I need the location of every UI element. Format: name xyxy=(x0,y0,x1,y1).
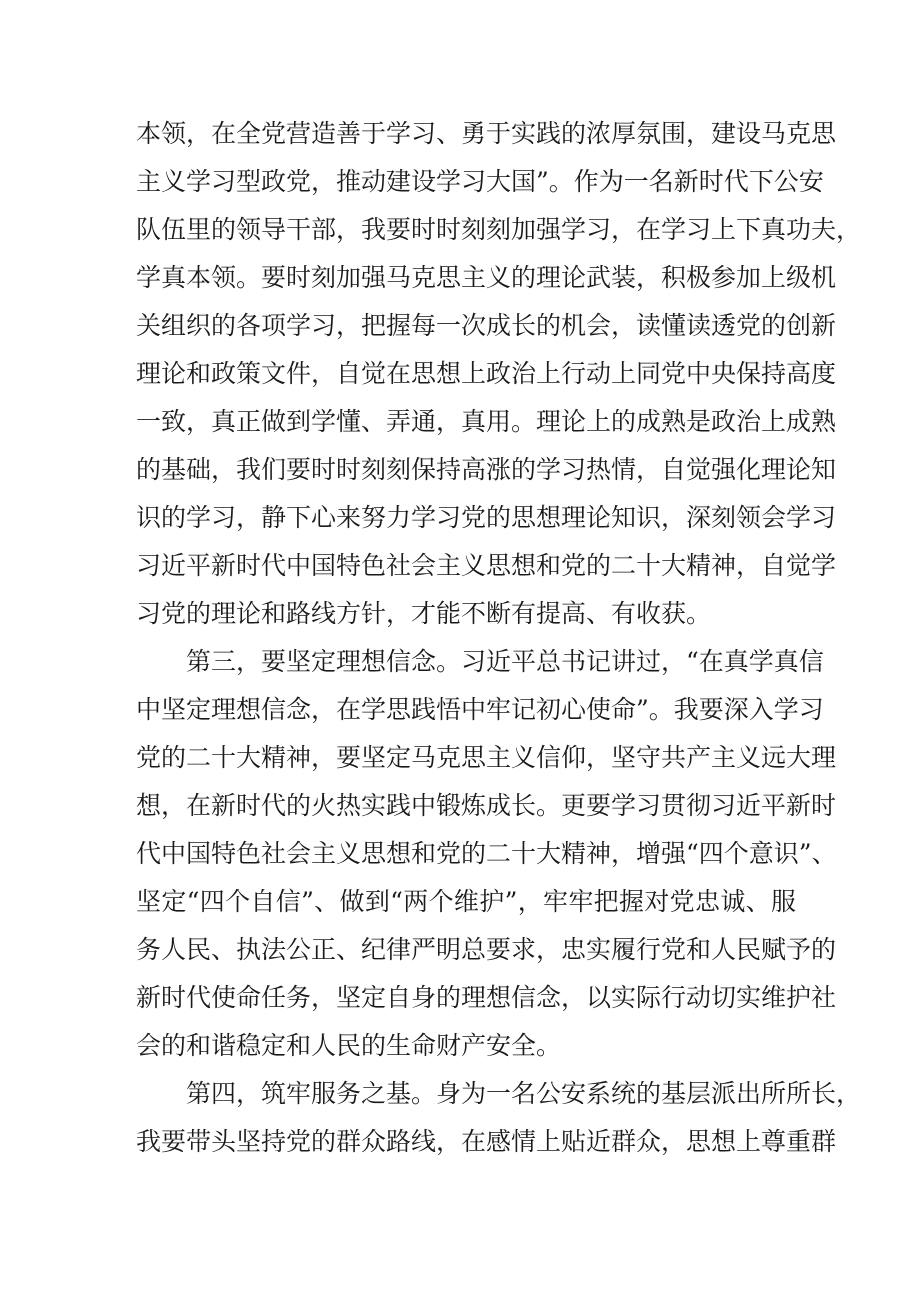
paragraph-start-line: 第四，筑牢服务之基。身为一名公安系统的基层派出所所长， xyxy=(186,1079,862,1108)
text-line: 习党的理论和路线方针，才能不断有提高、有收获。 xyxy=(136,599,712,628)
text-line: 党的二十大精神，要坚定马克思主义信仰，坚守共产主义远大理 xyxy=(136,743,837,772)
text-line: 会的和谐稳定和人民的生命财产安全。 xyxy=(136,1031,562,1060)
text-line: 习近平新时代中国特色社会主义思想和党的二十大精神，自觉学 xyxy=(136,551,837,580)
text-line: 队伍里的领导干部，我要时时刻刻加强学习，在学习上下真功夫， xyxy=(136,215,862,244)
text-line: 务人民、执法公正、纪律严明总要求，忠实履行党和人民赋予的 xyxy=(136,935,837,964)
body-text xyxy=(136,110,862,1166)
text-line: 新时代使命任务，坚定自身的理想信念，以实际行动切实维护社 xyxy=(136,983,837,1012)
text-line: 坚定“四个自信”、做到“两个维护”，牢牢把握对党忠诚、服 xyxy=(136,887,796,916)
paragraph-start-line: 第三，要坚定理想信念。习近平总书记讲过，“在真学真信 xyxy=(186,647,824,676)
text-line: 主义学习型政党，推动建设学习大国”。作为一名新时代下公安 xyxy=(136,167,824,196)
text-line: 识的学习，静下心来努力学习党的思想理论知识，深刻领会学习 xyxy=(136,503,837,532)
text-line: 一致，真正做到学懂、弄通，真用。理论上的成熟是政治上成熟 xyxy=(136,407,837,436)
text-line: 关组织的各项学习，把握每一次成长的机会，读懂读透党的创新 xyxy=(136,311,837,340)
text-line: 的基础，我们要时时刻刻保持高涨的学习热情，自觉强化理论知 xyxy=(136,455,837,484)
text-line: 理论和政策文件，自觉在思想上政治上行动上同党中央保持高度 xyxy=(136,359,837,388)
text-line: 代中国特色社会主义思想和党的二十大精神，增强“四个意识”、 xyxy=(136,839,837,868)
text-line: 中坚定理想信念，在学思践悟中牢记初心使命”。我要深入学习 xyxy=(136,695,824,724)
text-line: 我要带头坚持党的群众路线，在感情上贴近群众，思想上尊重群 xyxy=(136,1127,837,1156)
text-line: 本领，在全党营造善于学习、勇于实践的浓厚氛围，建设马克思 xyxy=(136,119,837,148)
text-line: 想，在新时代的火热实践中锻炼成长。更要学习贯彻习近平新时 xyxy=(136,791,837,820)
text-line: 学真本领。要时刻加强马克思主义的理论武装，积极参加上级机 xyxy=(136,263,837,292)
